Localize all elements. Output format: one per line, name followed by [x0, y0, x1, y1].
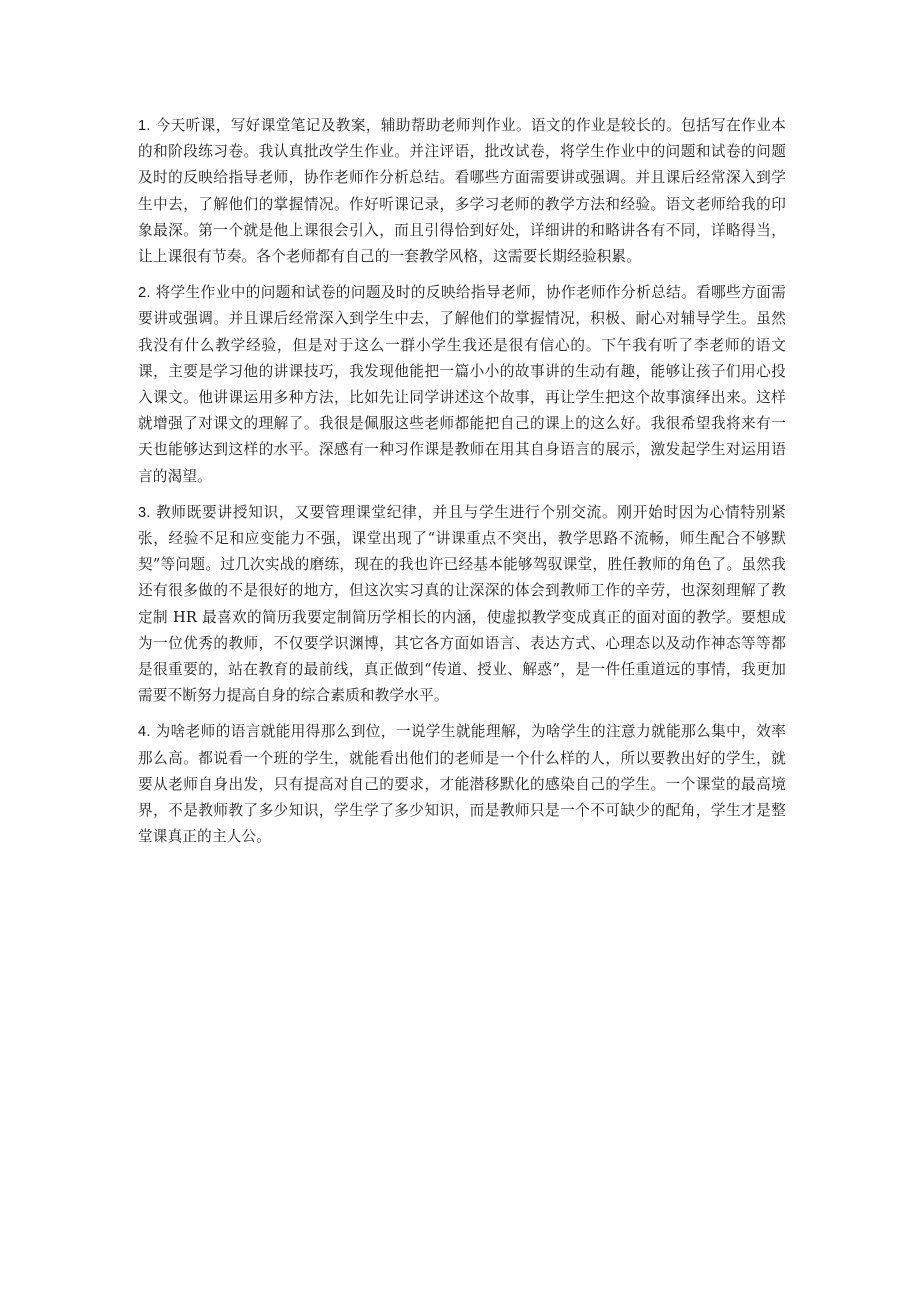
paragraph-number: 3. — [138, 504, 151, 521]
paragraph-number: 2. — [138, 285, 151, 302]
paragraph-text: 教师既要讲授知识，又要管理课堂纪律，并且与学生进行个别交流。刚开始时因为心情特别紧张，经验不足和应变能力不强，课堂出现了“讲课重点不突出，教学思路不流畅，师生配合不够默契”等问题。过几次实战的磨练，现在的我也许已经基本能够驾驭课堂，胜任教师的角色了。虽然我还有很多做的不是很好的地方，但这次实习真的让深深的体会到教师工作的辛劳，也深刻理解了教定制 HR 最喜欢的简历我要定制简历学相长的内涵，使虚拟教学变成真正的面对面的教学。要想成为一位优秀的教师，不仅要学识渊博，其它各方面如语言、表达方式、心理态以及动作神态等等都是很重要的，站在教育的最前线，真正做到“传道、授业、解惑”，是一件任重道远的事情，我更加需要不断努力提高自身的综合素质和教学水平。 — [138, 503, 786, 705]
paragraph-2 — [138, 280, 786, 490]
document-body — [138, 113, 786, 860]
paragraph-1 — [138, 113, 786, 270]
paragraph-number: 1. — [138, 118, 151, 134]
paragraph-3 — [138, 500, 786, 710]
paragraph-text: 将学生作业中的问题和试卷的问题及时的反映给指导老师，协作老师作分析总结。看哪些方面需要讲或强调。并且课后经常深入到学生中去，了解他们的掌握情况，积极、耐心对辅导学生。虽然我没有什么教学经验，但是对于这么一群小学生我还是很有信心的。下午我有听了李老师的语文课，主要是学习他的讲课技巧，我发现他能把一篇小小的故事讲的生动有趣，能够让孩子们用心投入课文。他讲课运用多种方法，比如先让同学讲述这个故事，再让学生把这个故事演绎出来。这样就增强了对课文的理解了。我很是佩服这些老师都能把自己的课上的这么好。我很希望我将来有一天也能够达到这样的水平。深感有一种习作课是教师在用其自身语言的展示，激发起学生对运用语言的渴望。 — [138, 284, 786, 485]
paragraph-number: 4. — [138, 724, 151, 741]
paragraph-text: 为啥老师的语言就能用得那么到位，一说学生就能理解，为啥学生的注意力就能那么集中，效率那么高。都说看一个班的学生，就能看出他们的老师是一个什么样的人，所以要教出好的学生，就要从老师自身出发，只有提高对自己的要求，才能潜移默化的感染自己的学生。一个课堂的最高境界，不是教师教了多少知识，学生学了多少知识，而是教师只是一个不可缺少的配角，学生才是整堂课真正的主人公。 — [138, 723, 786, 846]
paragraph-4 — [138, 719, 786, 850]
paragraph-text: 今天听课，写好课堂笔记及教案，辅助帮助老师判作业。语文的作业是较长的。包括写在作业本的和阶段练习卷。我认真批改学生作业。并注评语，批改试卷，将学生作业中的问题和试卷的问题及时的反映给指导老师，协作老师作分析总结。看哪些方面需要讲或强调。并且课后经常深入到学生中去，了解他们的掌握情况。作好听课记录，多学习老师的教学方法和经验。语文老师给我的印象最深。第一个就是他上课很会引入，而且引得恰到好处，详细讲的和略讲各有不同，详略得当，让上课很有节奏。各个老师都有自己的一套教学风格，这需要长期经验积累。 — [138, 117, 786, 266]
